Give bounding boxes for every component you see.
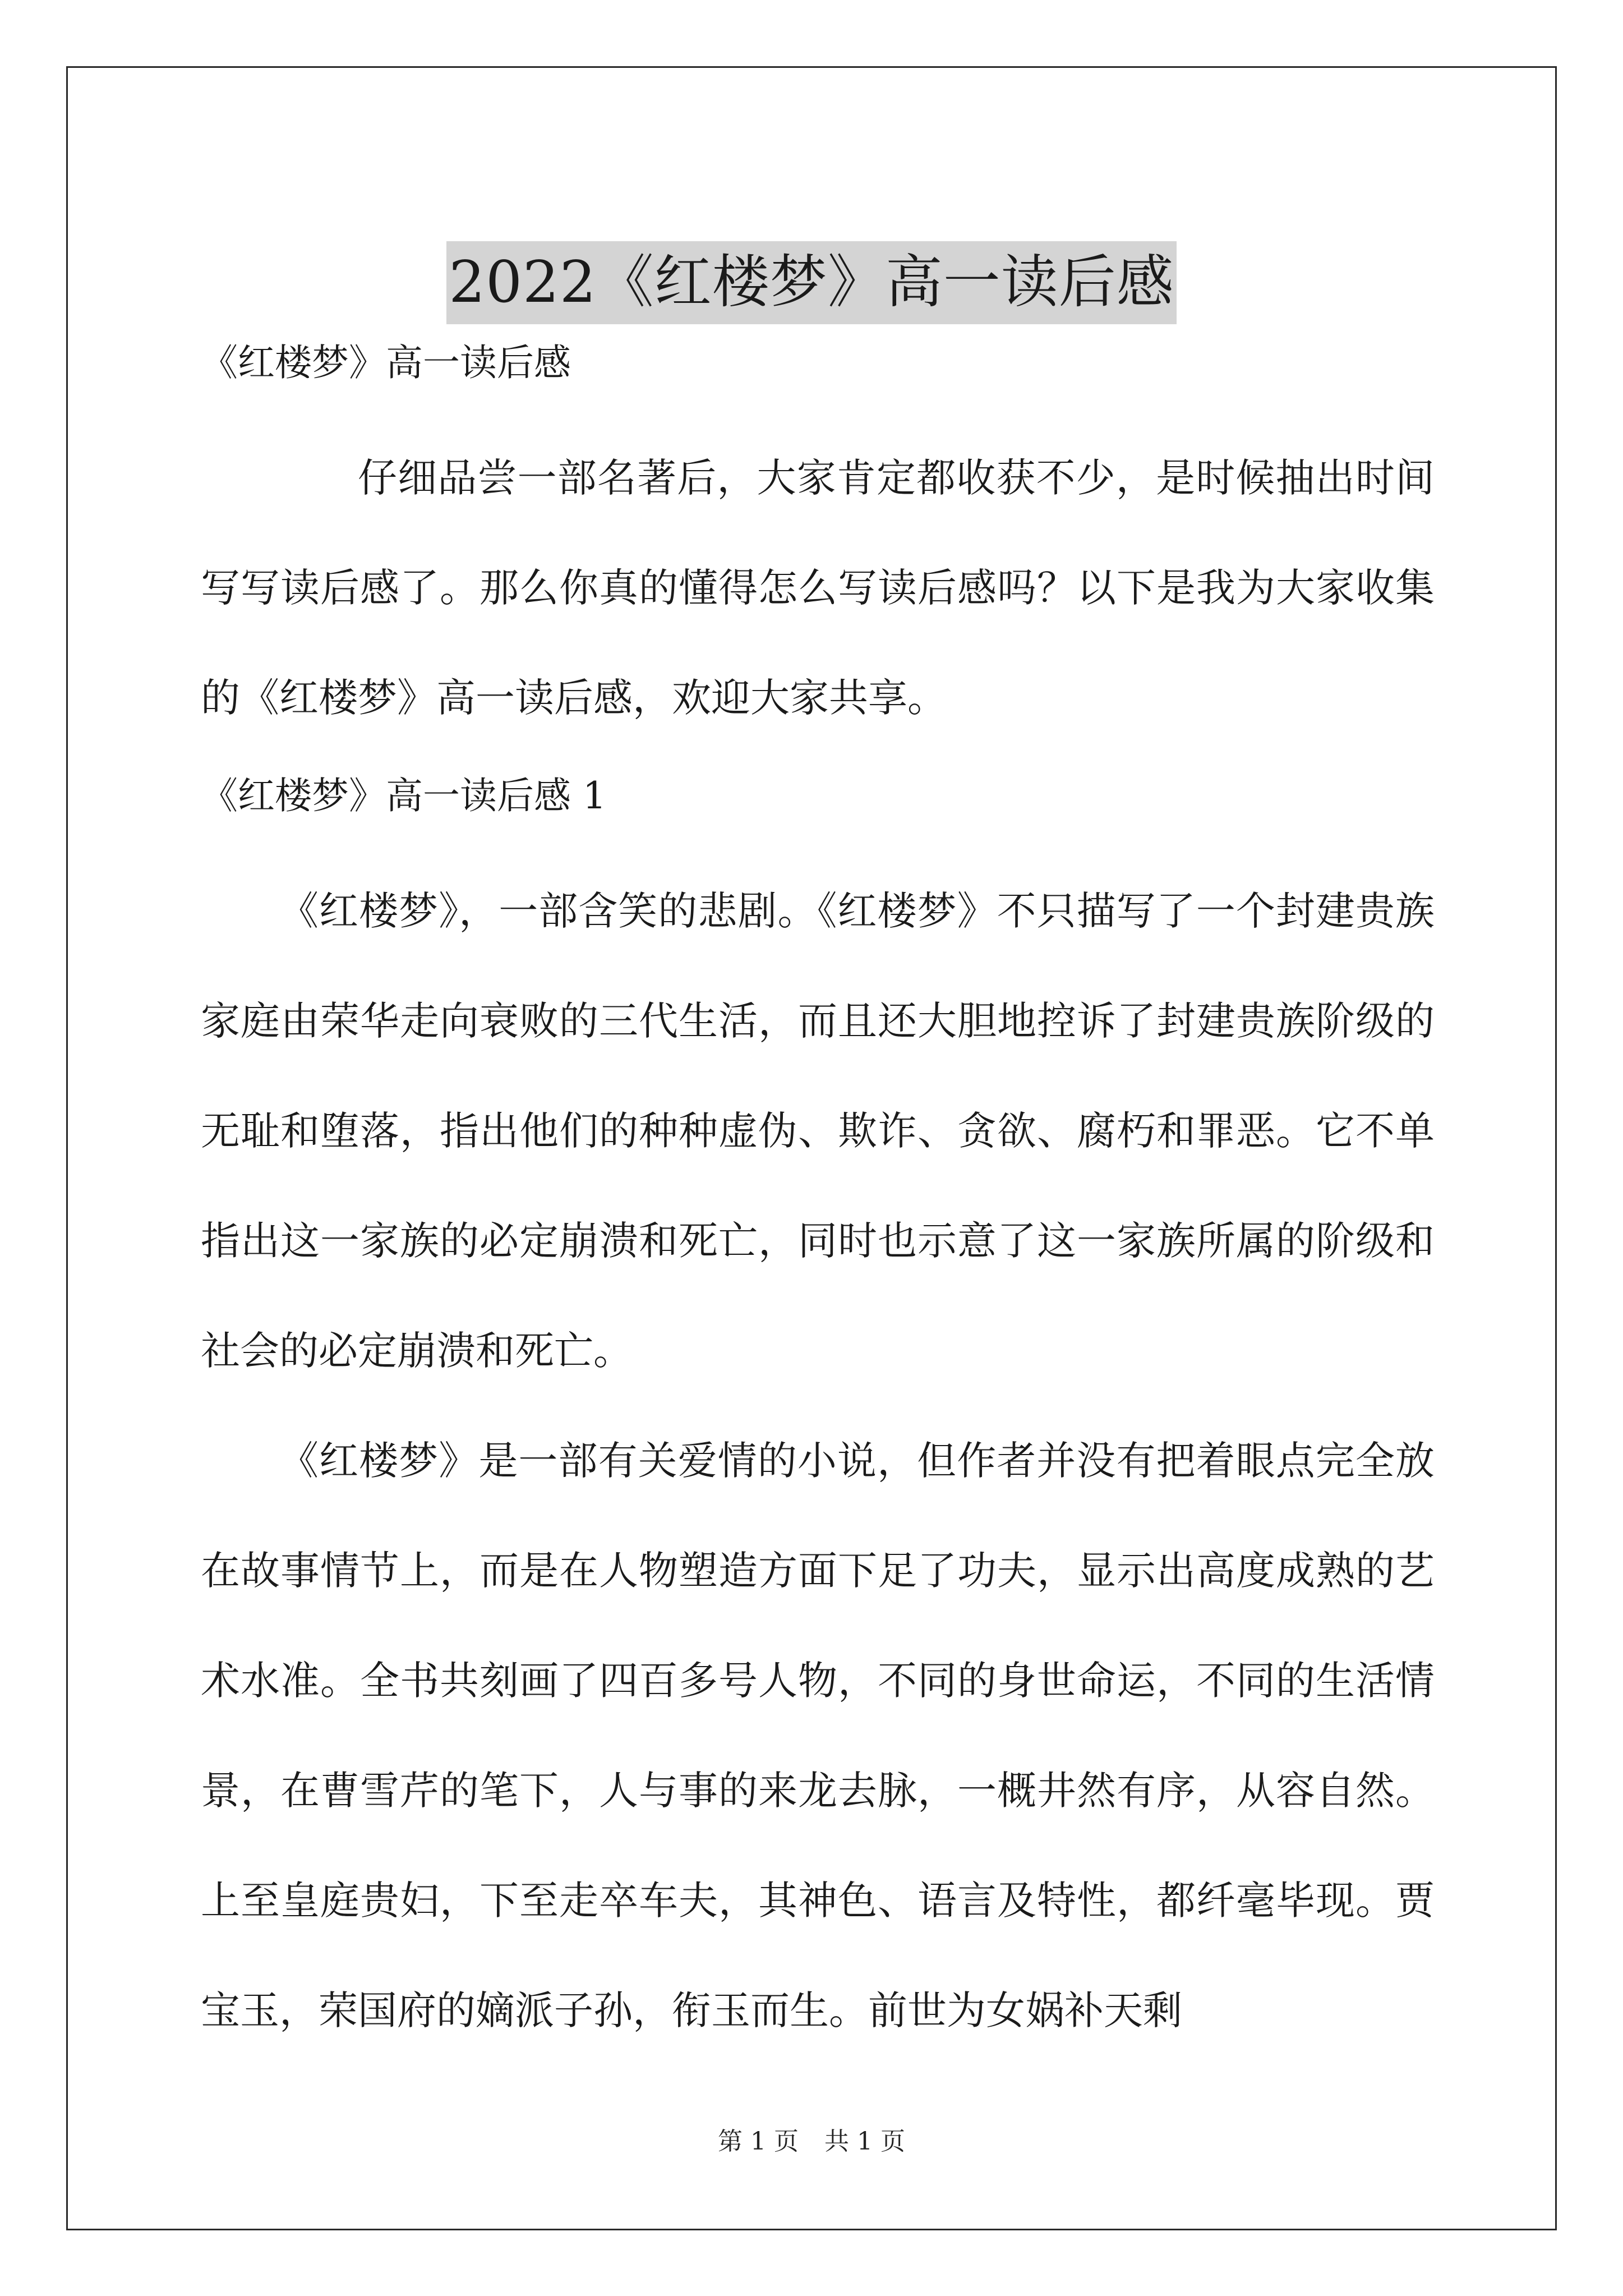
page-footer	[0, 2126, 1623, 2157]
body-paragraph-1: 《红楼梦》，一部含笑的悲剧。《红楼梦》不只描写了一个封建贵族家庭由荣华走向衰败的三代生活，而且还大胆地控诉了封建贵族阶级的无耻和堕落，指出他们的种种虚伪、欺诈、贪欲、腐朽和罪恶。它不单指出这一家族的必定崩溃和死亡，同时也示意了这一家族所属的阶级和社会的必定崩溃和死亡。	[201, 888, 1435, 1374]
page-total: 共 1 页	[824, 2127, 905, 2156]
body-paragraph-2: 《红楼梦》是一部有关爱情的小说，但作者并没有把着眼点完全放在故事情节上，而是在人物塑造方面下足了功夫，显示出高度成熟的艺术水准。全书共刻画了四百多号人物，不同的身世命运，不同的生活情景，在曹雪芹的笔下，人与事的来龙去脉，一概井然有序，从容自然。上至皇庭贵妇，下至走卒车夫，其神色、语言及特性，都纤毫毕现。贾宝玉，荣国府的嫡派子孙，衔玉而生。前世为女娲补天剩	[201, 1438, 1435, 2033]
intro-paragraph: 仔细品尝一部名著后，大家肯定都收获不少，是时候抽出时间写写读后感了。那么你真的懂得怎么写读后感吗？以下是我为大家收集的《红楼梦》高一读后感，欢迎大家共享。	[201, 455, 1435, 721]
document-title: 2022《红楼梦》高一读后感	[446, 241, 1177, 324]
section-heading: 《红楼梦》高一读后感	[201, 341, 571, 384]
document-body	[201, 337, 1435, 2065]
page-number: 第 1 页	[718, 2127, 799, 2156]
essay-heading: 《红楼梦》高一读后感 1	[201, 774, 606, 817]
